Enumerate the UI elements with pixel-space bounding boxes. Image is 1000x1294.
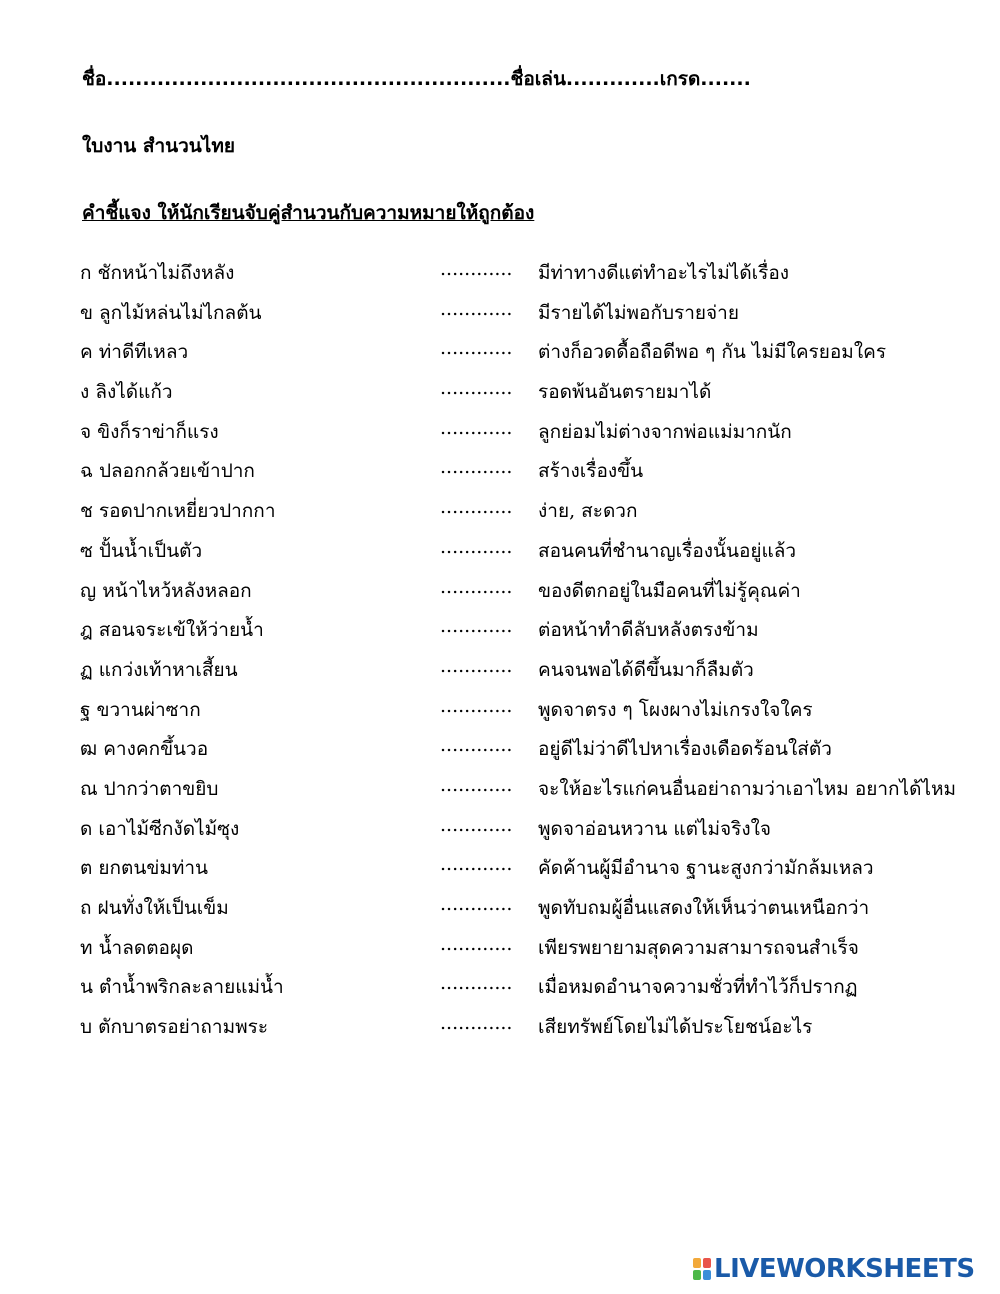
matching-row	[80, 893, 980, 933]
name-nickname-grade-line: ชื่อ........................................................ชื่อเล่น.............เกรด.......	[82, 68, 751, 90]
idiom-text: ถ ฝนทั่งให้เป็นเข็ม	[80, 897, 229, 919]
matching-list	[80, 258, 980, 1052]
meaning-text: พูดจาอ่อนหวาน แต่ไม่จริงใจ	[538, 817, 772, 840]
answer-blank[interactable]: ............	[440, 297, 513, 320]
meaning-text: ของดีตกอยู่ในมือคนที่ไม่รู้คุณค่า	[538, 579, 801, 602]
idiom-text: ต ยกตนข่มท่าน	[80, 857, 209, 880]
matching-row	[80, 615, 980, 655]
answer-blank[interactable]: ............	[440, 853, 513, 876]
answer-blank[interactable]: ............	[440, 734, 513, 757]
liveworksheets-logo-text: LIVEWORKSHEETS	[714, 1254, 975, 1284]
idiom-text: ฉ ปลอกกล้วยเข้าปาก	[80, 460, 255, 483]
answer-blank[interactable]: ............	[440, 535, 513, 558]
idiom-text: ง ลิงได้แก้ว	[80, 381, 173, 404]
matching-row	[80, 774, 980, 814]
matching-row	[80, 258, 980, 298]
matching-row	[80, 655, 980, 695]
answer-blank[interactable]: ............	[440, 1012, 513, 1035]
idiom-text: ข ลูกไม้หล่นไม่ไกลต้น	[80, 301, 262, 324]
answer-blank[interactable]: ............	[440, 456, 513, 479]
meaning-text: คัดค้านผู้มีอำนาจ ฐานะสูงกว่ามักล้มเหลว	[538, 857, 874, 880]
idiom-text: ซ ปั้นน้ำเป็นตัว	[80, 539, 203, 562]
matching-row	[80, 695, 980, 735]
answer-blank[interactable]: ............	[440, 773, 513, 796]
answer-blank[interactable]: ............	[440, 575, 513, 598]
idiom-text: จ ขิงก็ราข่าก็แรง	[80, 420, 219, 443]
idiom-text: ฒ คางคกขึ้นวอ	[80, 738, 209, 761]
meaning-text: พูดจาตรง ๆ โผงผางไม่เกรงใจใคร	[538, 698, 813, 721]
answer-blank[interactable]: ............	[440, 654, 513, 677]
meaning-text: ลูกย่อมไม่ต่างจากพ่อแม่มากนัก	[538, 420, 792, 443]
idiom-text: ณ ปากว่าตาขยิบ	[80, 777, 219, 800]
idiom-text: น ตำน้ำพริกละลายแม่น้ำ	[80, 976, 284, 999]
meaning-text: ต่อหน้าทำดีลับหลังตรงข้าม	[538, 619, 759, 642]
meaning-text: จะให้อะไรแก่คนอื่นอย่าถามว่าเอาไหม อยากได้ไหม	[538, 777, 957, 800]
meaning-text: เมื่อหมดอำนาจความชั่วที่ทำไว้ก็ปรากฏ	[538, 976, 858, 999]
matching-row	[80, 456, 980, 496]
answer-blank[interactable]: ............	[440, 377, 513, 400]
liveworksheets-logo-mark-icon	[693, 1258, 711, 1280]
meaning-text: คนจนพอได้ดีขึ้นมาก็ลืมตัว	[538, 658, 754, 681]
matching-row	[80, 734, 980, 774]
answer-blank[interactable]: ............	[440, 337, 513, 360]
idiom-text: ญ หน้าไหว้หลังหลอก	[80, 579, 252, 602]
matching-row	[80, 298, 980, 338]
idiom-text: ช รอดปากเหยี่ยวปากกา	[80, 500, 276, 523]
answer-blank[interactable]: ............	[440, 972, 513, 995]
meaning-text: อยู่ดีไม่ว่าดีไปหาเรื่องเดือดร้อนใส่ตัว	[538, 738, 832, 761]
meaning-text: สอนคนที่ชำนาญเรื่องนั้นอยู่แล้ว	[538, 539, 797, 562]
matching-row	[80, 814, 980, 854]
matching-row	[80, 933, 980, 973]
idiom-text: ก ชักหน้าไม่ถึงหลัง	[80, 262, 235, 284]
matching-row	[80, 496, 980, 536]
idiom-text: ฏ แกว่งเท้าหาเสี้ยน	[80, 658, 238, 681]
idiom-text: ท น้ำลดตอผุด	[80, 936, 194, 959]
meaning-text: สร้างเรื่องขึ้น	[538, 460, 644, 483]
idiom-text: ฐ ขวานผ่าซาก	[80, 698, 201, 721]
matching-row	[80, 1012, 980, 1052]
idiom-text: ค ท่าดีทีเหลว	[80, 341, 189, 364]
meaning-text: พูดทับถมผู้อื่นแสดงให้เห็นว่าตนเหนือกว่า	[538, 897, 870, 919]
liveworksheets-logo	[693, 1254, 975, 1284]
matching-row	[80, 853, 980, 893]
answer-blank[interactable]: ............	[440, 813, 513, 836]
meaning-text: ต่างก็อวดดื้อถือดีพอ ๆ กัน ไม่มีใครยอมใคร	[538, 341, 887, 364]
answer-blank[interactable]: ............	[440, 258, 513, 280]
matching-row	[80, 576, 980, 616]
matching-row	[80, 417, 980, 457]
instruction-text: คำชี้แจง ให้นักเรียนจับคู่สำนวนกับความหมายให้ถูกต้อง	[82, 202, 535, 224]
answer-blank[interactable]: ............	[440, 694, 513, 717]
answer-blank[interactable]: ............	[440, 496, 513, 519]
meaning-text: เพียรพยายามสุดความสามารถจนสำเร็จ	[538, 936, 859, 959]
idiom-text: ด เอาไม้ซีกงัดไม้ซุง	[80, 817, 240, 840]
matching-row	[80, 377, 980, 417]
matching-row	[80, 337, 980, 377]
matching-row	[80, 972, 980, 1012]
meaning-text: ง่าย, สะดวก	[538, 500, 638, 523]
answer-blank[interactable]: ............	[440, 416, 513, 439]
answer-blank[interactable]: ............	[440, 615, 513, 638]
meaning-text: มีท่าทางดีแต่ทำอะไรไม่ได้เรื่อง	[538, 262, 790, 284]
meaning-text: มีรายได้ไม่พอกับรายจ่าย	[538, 301, 739, 324]
answer-blank[interactable]: ............	[440, 932, 513, 955]
meaning-text: เสียทรัพย์โดยไม่ได้ประโยชน์อะไร	[538, 1016, 813, 1039]
worksheet-title: ใบงาน สำนวนไทย	[82, 135, 236, 157]
idiom-text: ฎ สอนจระเข้ให้ว่ายน้ำ	[80, 619, 264, 642]
answer-blank[interactable]: ............	[440, 893, 513, 915]
idiom-text: บ ตักบาตรอย่าถามพระ	[80, 1016, 269, 1039]
matching-row	[80, 536, 980, 576]
meaning-text: รอดพ้นอันตรายมาได้	[538, 381, 712, 404]
